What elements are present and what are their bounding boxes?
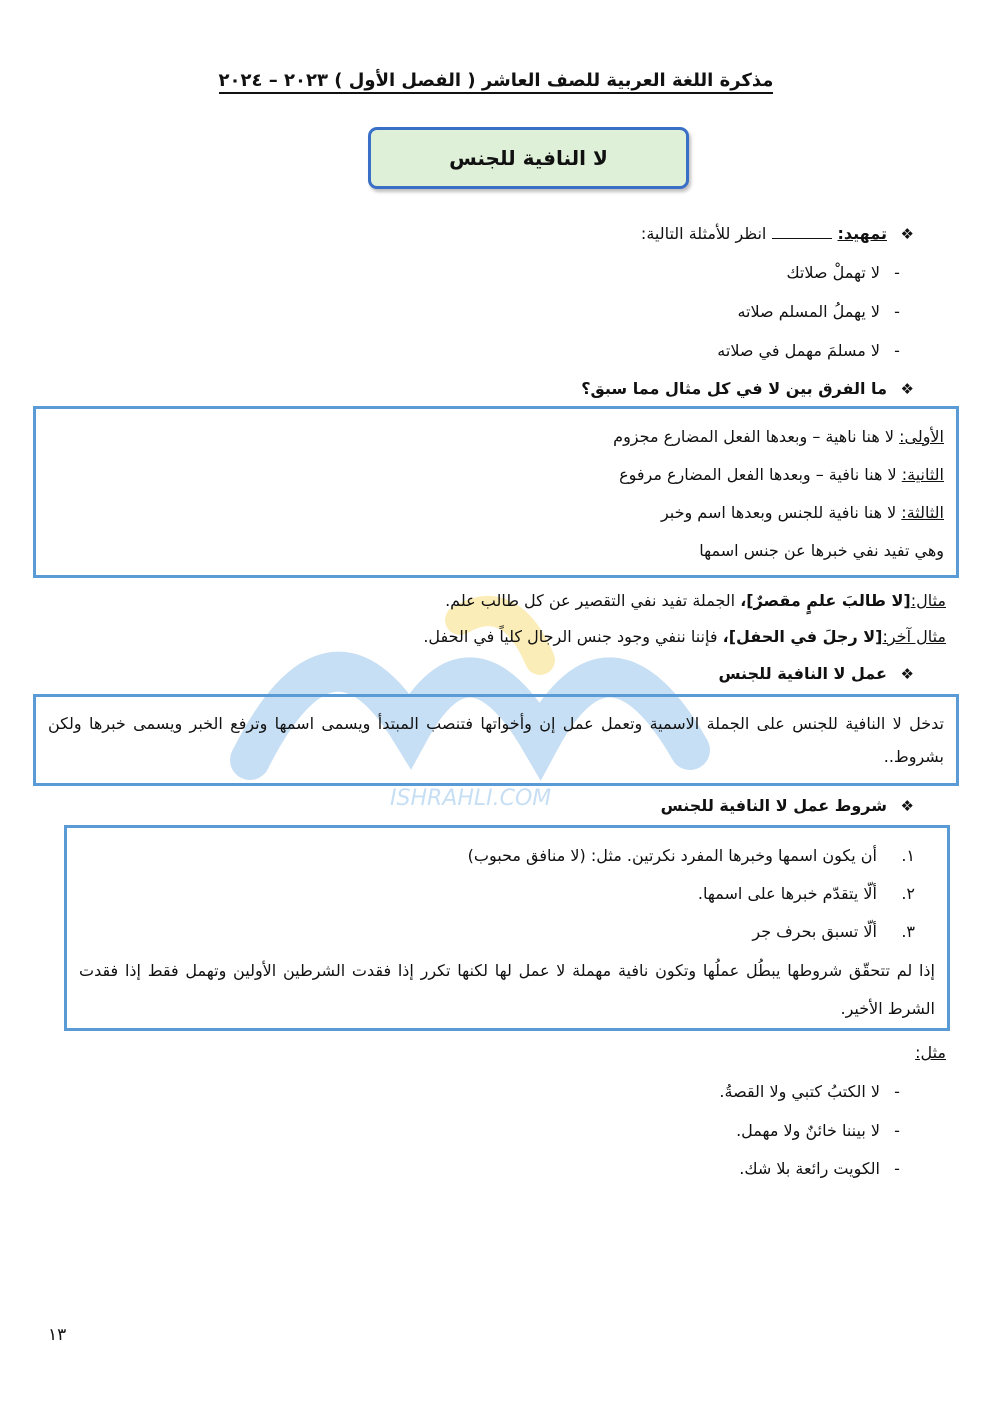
work-text: تدخل لا النافية للجنس على الجملة الاسمية وتعمل عمل إن وأخواتها فتنصب المبتدأ ويسمى اسمها وترفع الخبر ويسمى خبرها ولكن بشروط..	[48, 714, 944, 766]
final-example: -لا بيننا خائنٌ ولا مهمل.	[736, 1121, 900, 1140]
examples-label: مثل:	[915, 1043, 946, 1062]
work-heading: ❖ عمل لا النافية للجنس	[718, 664, 914, 683]
final-example: -لا الكتبُ كتبي ولا القصةُ.	[719, 1082, 900, 1101]
diamond-bullet-icon: ❖	[900, 797, 914, 815]
intro-example: -لا تهملْ صلاتك	[786, 263, 900, 282]
intro-heading	[641, 224, 914, 243]
example-two: مثال آخر:[لا رجلَ في الحفل]، فإننا ننفي وجود جنس الرجال كلياً في الحفل.	[423, 627, 946, 646]
conditions-note: إذا لم تتحقّق شروطها يبطُل عملُها وتكون نافية مهملة لا عمل لها لكنها تكرر إذا فقدت الشرطين الأولين وتهمل فقط إذا فقدت الشرط الأخير.	[79, 961, 935, 1018]
answer-row: الثانية: لا هنا نافية – وبعدها الفعل المضارع مرفوع	[619, 465, 944, 484]
diamond-bullet-icon: ❖	[900, 380, 914, 398]
answer-row: وهي تفيد نفي خبرها عن جنس اسمها	[699, 541, 944, 560]
work-box	[33, 694, 959, 786]
answer-row: الثالثة: لا هنا نافية للجنس وبعدها اسم وخبر	[660, 503, 944, 522]
final-example: -الكويت رائعة بلا شك.	[739, 1159, 900, 1178]
page-number: ١٣	[48, 1325, 67, 1345]
conditions-box	[64, 825, 950, 1031]
condition-item: ١.أن يكون اسمها وخبرها المفرد نكرتين. مثل: (لا منافق محبوب)	[467, 846, 915, 865]
example-one: مثال:[لا طالبَ علمٍ مقصرٌ]، الجملة تفيد نفي التقصير عن كل طالب علم.	[445, 591, 946, 610]
page-header-title: مذكرة اللغة العربية للصف العاشر ( الفصل الأول ) ٢٠٢٣ – ٢٠٢٤	[219, 70, 774, 94]
diamond-bullet-icon: ❖	[900, 665, 914, 683]
intro-label: تمهيد:	[837, 224, 887, 243]
condition-item: ٢.ألّا يتقدّم خبرها على اسمها.	[697, 884, 915, 903]
lesson-title-box	[368, 127, 689, 189]
question-heading	[581, 379, 914, 398]
intro-text: انظر للأمثلة التالية:	[640, 224, 767, 243]
answer-row: الأولى: لا هنا ناهية – وبعدها الفعل المضارع مجزوم	[613, 427, 944, 446]
diamond-bullet-icon: ❖	[900, 225, 914, 243]
lesson-title: لا النافية للجنس	[449, 146, 608, 170]
answers-box	[33, 406, 959, 578]
question-text: ما الفرق بين لا في كل مثال مما سبق؟	[581, 379, 887, 398]
intro-example: -لا مسلمَ مهمل في صلاته	[717, 341, 900, 360]
page-header	[0, 70, 992, 91]
condition-item: ٣.ألّا تسبق بحرف جر	[752, 922, 915, 941]
conditions-heading: ❖ شروط عمل لا النافية للجنس	[660, 796, 914, 815]
watermark-text: ISHRAHLI.COM	[390, 786, 552, 811]
intro-example: -لا يهملُ المسلم صلاته	[737, 302, 900, 321]
